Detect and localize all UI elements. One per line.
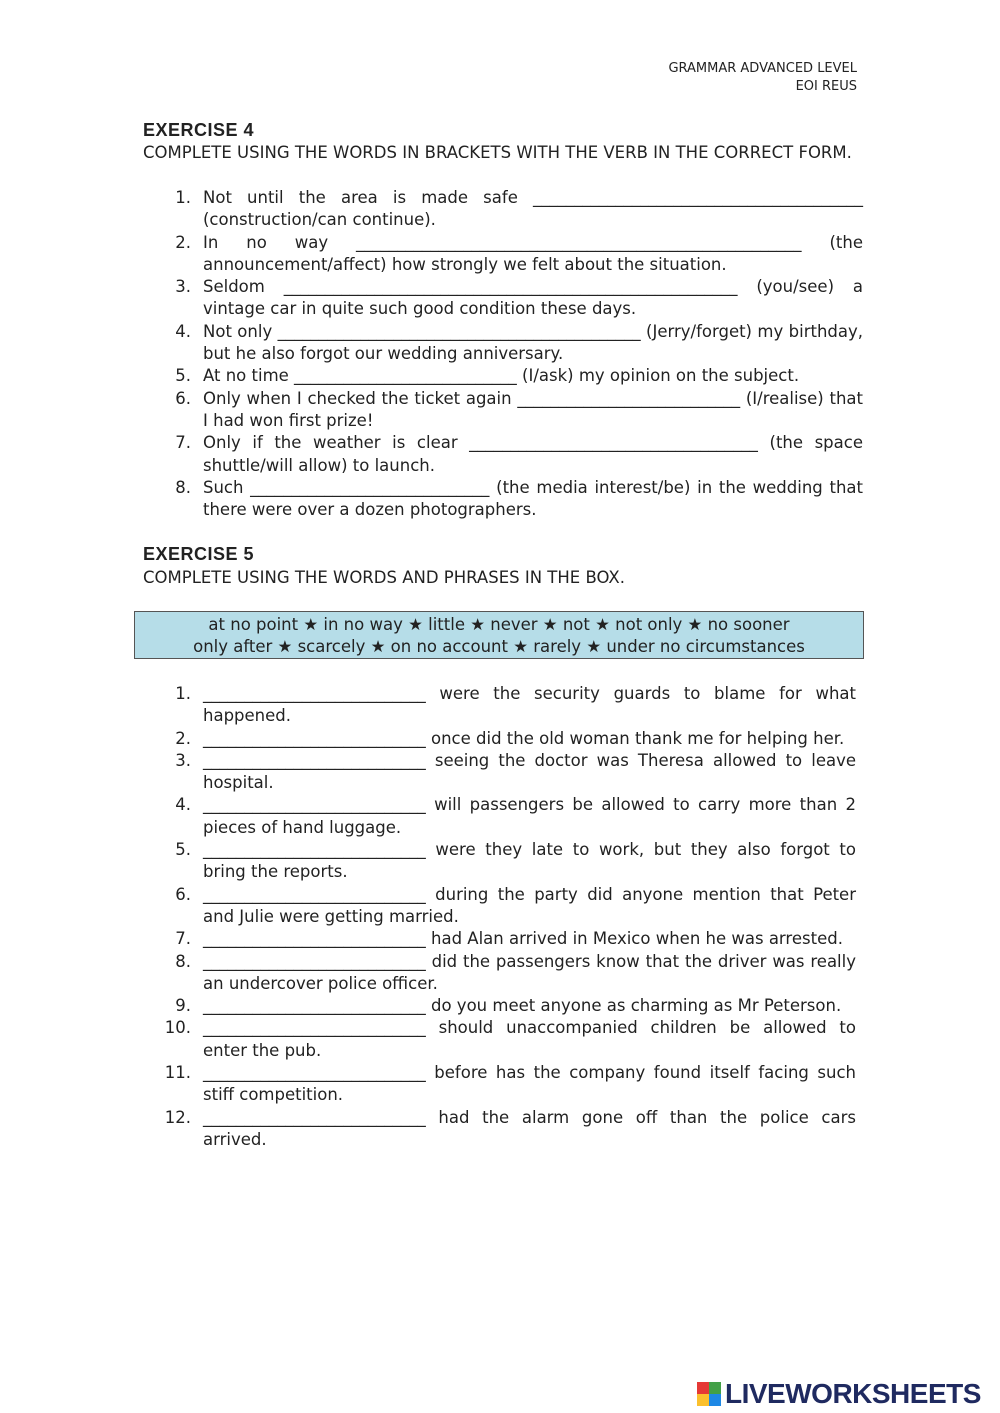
- exercise5-item-text[interactable]: ___________________________ will passengers be allowed to carry more than 2 pieces of hand luggage.: [203, 795, 856, 837]
- exercise4-item: 2. In no way ______________________________________________________ (the announcement/affect) how strongly we felt about the situation.: [175, 232, 863, 274]
- exercise4-item: 4. Not only ____________________________________________ (Jerry/forget) my birthday, but he also forgot our wedding anniversary.: [175, 321, 863, 364]
- exercise4-item-text[interactable]: In no way ______________________________________________________ (the announcement/affect) how strongly we felt about the situation.: [203, 232, 863, 274]
- exercise5-item: 6. ___________________________ during the party did anyone mention that Peter and Julie were getting married.: [175, 884, 856, 926]
- exercise4-item: 1. Not until the area is made safe ________________________________________ (construction/can continue).: [175, 188, 863, 230]
- liveworksheets-logo[interactable]: [697, 1378, 981, 1410]
- exercise4-item-text[interactable]: Only when I checked the ticket again ___________________________ (I/realise) that I had won first prize!: [203, 388, 863, 430]
- exercise5-item-text[interactable]: ___________________________ before has the company found itself facing such stiff competition.: [203, 1063, 856, 1105]
- logo-mark-icon: [697, 1382, 721, 1406]
- exercise4-title: EXERCISE 4: [143, 120, 255, 140]
- header-school: EOI REUS: [795, 79, 857, 94]
- exercise5-item-text[interactable]: ___________________________ did the passengers know that the driver was really an undercover police officer.: [203, 951, 856, 993]
- exercise5-item-text[interactable]: ___________________________ do you meet anyone as charming as Mr Peterson.: [203, 996, 842, 1016]
- exercise4-item: 8. Such _____________________________ (the media interest/be) in the wedding that there were over a dozen photographers.: [175, 477, 863, 520]
- word-box-line-2: only after ★ scarcely ★ on no account ★ rarely ★ under no circumstances: [193, 637, 805, 656]
- exercise5-item: 4. ___________________________ will passengers be allowed to carry more than 2 pieces of hand luggage.: [175, 795, 856, 837]
- exercise4-item: 6. Only when I checked the ticket again ___________________________ (I/realise) that I had won first prize!: [175, 388, 863, 430]
- header-level: GRAMMAR ADVANCED LEVEL: [668, 61, 857, 76]
- word-box: [134, 611, 864, 659]
- exercise5-item: 12. ___________________________ had the alarm gone off than the police cars arrived.: [164, 1107, 856, 1149]
- exercise5-item: 8. ___________________________ did the passengers know that the driver was really an undercover police officer.: [175, 951, 856, 993]
- exercise4-list: [143, 187, 863, 521]
- exercise5-item: 5. ___________________________ were they late to work, but they also forgot to bring the reports.: [175, 840, 856, 882]
- exercise5-item: 9. ___________________________ do you meet anyone as charming as Mr Peterson.: [175, 996, 842, 1016]
- exercise5-item: 11. ___________________________ before has the company found itself facing such stiff competition.: [164, 1063, 856, 1105]
- exercise4-item-text[interactable]: Not until the area is made safe ________________________________________ (construction/can continue).: [203, 188, 863, 230]
- exercise4-instruction: COMPLETE USING THE WORDS IN BRACKETS WITH THE VERB IN THE CORRECT FORM.: [143, 143, 852, 162]
- exercise4-item-text[interactable]: Not only ____________________________________________ (Jerry/forget) my birthday, but he also forgot our wedding anniversary.: [203, 321, 863, 364]
- exercise5-title: EXERCISE 5: [143, 544, 255, 564]
- exercise5-item-text[interactable]: ___________________________ had Alan arrived in Mexico when he was arrested.: [203, 929, 843, 949]
- exercise4-item: 3. Seldom _______________________________________________________ (you/see) a vintage car in quite such good condition these days.: [175, 277, 863, 319]
- exercise5-item: 3. ___________________________ seeing the doctor was Theresa allowed to leave hospital.: [175, 750, 856, 793]
- logo-text: LIVEWORKSHEETS: [725, 1378, 981, 1409]
- exercise4-item-text[interactable]: Seldom _______________________________________________________ (you/see) a vintage car in quite such good condition these days.: [203, 277, 863, 319]
- exercise5-item: 10. ___________________________ should unaccompanied children be allowed to enter the pub.: [164, 1018, 856, 1060]
- word-box-line-1: at no point ★ in no way ★ little ★ never ★ not ★ not only ★ no sooner: [208, 615, 790, 634]
- exercise5-instruction: COMPLETE USING THE WORDS AND PHRASES IN THE BOX.: [143, 568, 625, 587]
- exercise5-item-text[interactable]: ___________________________ during the party did anyone mention that Peter and Julie were getting married.: [203, 884, 856, 926]
- exercise5-item-text[interactable]: ___________________________ were the security guards to blame for what happened.: [203, 684, 856, 726]
- exercise4-item-text[interactable]: Only if the weather is clear ___________________________________ (the space shuttle/will allow) to launch.: [203, 433, 863, 475]
- exercise5-item: 2. ___________________________ once did the old woman thank me for helping her.: [175, 728, 845, 748]
- exercise5-list: [143, 683, 856, 1151]
- exercise5-item-text[interactable]: ___________________________ seeing the doctor was Theresa allowed to leave hospital.: [203, 750, 856, 793]
- exercise4-item-text[interactable]: At no time ___________________________ (I/ask) my opinion on the subject.: [203, 366, 800, 386]
- exercise5-item-text[interactable]: ___________________________ should unaccompanied children be allowed to enter the pub.: [203, 1018, 856, 1060]
- exercise4-item: 7. Only if the weather is clear ___________________________________ (the space shuttle/will allow) to launch.: [175, 433, 863, 475]
- exercise4-item-text[interactable]: Such _____________________________ (the media interest/be) in the wedding that there were over a dozen photographers.: [203, 477, 863, 520]
- exercise5-item: 1. ___________________________ were the security guards to blame for what happened.: [175, 684, 856, 726]
- exercise5-item-text[interactable]: ___________________________ once did the old woman thank me for helping her.: [203, 728, 845, 748]
- exercise5-item-text[interactable]: ___________________________ had the alarm gone off than the police cars arrived.: [203, 1107, 856, 1149]
- page-header: [668, 60, 857, 96]
- exercise4-item: 5. At no time ___________________________ (I/ask) my opinion on the subject.: [175, 366, 800, 386]
- exercise5-item-text[interactable]: ___________________________ were they late to work, but they also forgot to bring the reports.: [203, 840, 856, 882]
- exercise5-item: 7. ___________________________ had Alan arrived in Mexico when he was arrested.: [175, 929, 843, 949]
